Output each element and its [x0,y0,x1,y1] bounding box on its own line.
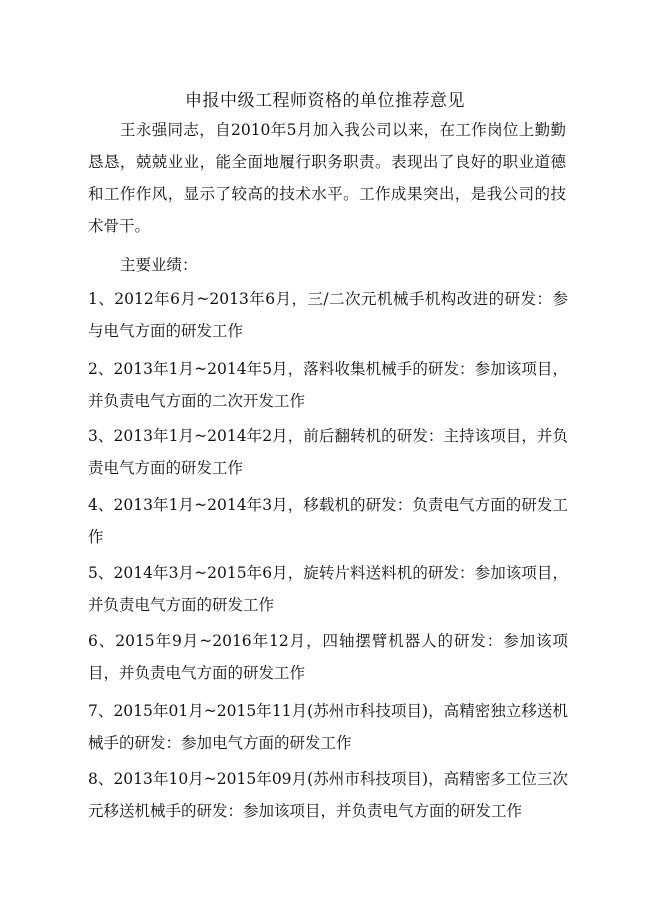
achievement-item: 8、2013年10月~2015年09月(苏州市科技项目)，高精密多工位三次元移送机械手的研发：参加该项目，并负责电气方面的研发工作 [88,770,568,820]
achievements-heading: 主要业绩： [120,256,198,274]
achievement-item: 4、2013年1月~2014年3月，移载机的研发：负责电气方面的研发工作 [88,496,568,546]
achievement-item: 1、2012年6月~2013年6月，三/二次元机械手机构改进的研发：参与电气方面的研发工作 [88,290,568,340]
achievement-item: 7、2015年01月~2015年11月(苏州市科技项目)，高精密独立移送机械手的研发：参加电气方面的研发工作 [88,702,568,752]
intro-paragraph: 王永强同志，自2010年5月加入我公司以来，在工作岗位上勤勤恳恳，兢兢业业，能全面地履行职务职责。表现出了良好的职业道德和工作作风，显示了较高的技术水平。工作成果突出，是我公司的技术骨干。 [88,121,566,235]
document-title: 申报中级工程师资格的单位推荐意见 [185,91,465,111]
achievement-item: 3、2013年1月~2014年2月，前后翻转机的研发：主持该项目，并负责电气方面的研发工作 [88,427,568,477]
achievement-item: 2、2013年1月~2014年5月，落料收集机械手的研发：参加该项目，并负责电气方面的二次开发工作 [88,360,568,410]
achievement-item: 6、2015年9月~2016年12月，四轴摆臂机器人的研发：参加该项目，并负责电气方面的研发工作 [88,632,568,682]
achievement-item: 5、2014年3月~2015年6月，旋转片料送料机的研发：参加该项目，并负责电气方面的研发工作 [88,564,568,614]
